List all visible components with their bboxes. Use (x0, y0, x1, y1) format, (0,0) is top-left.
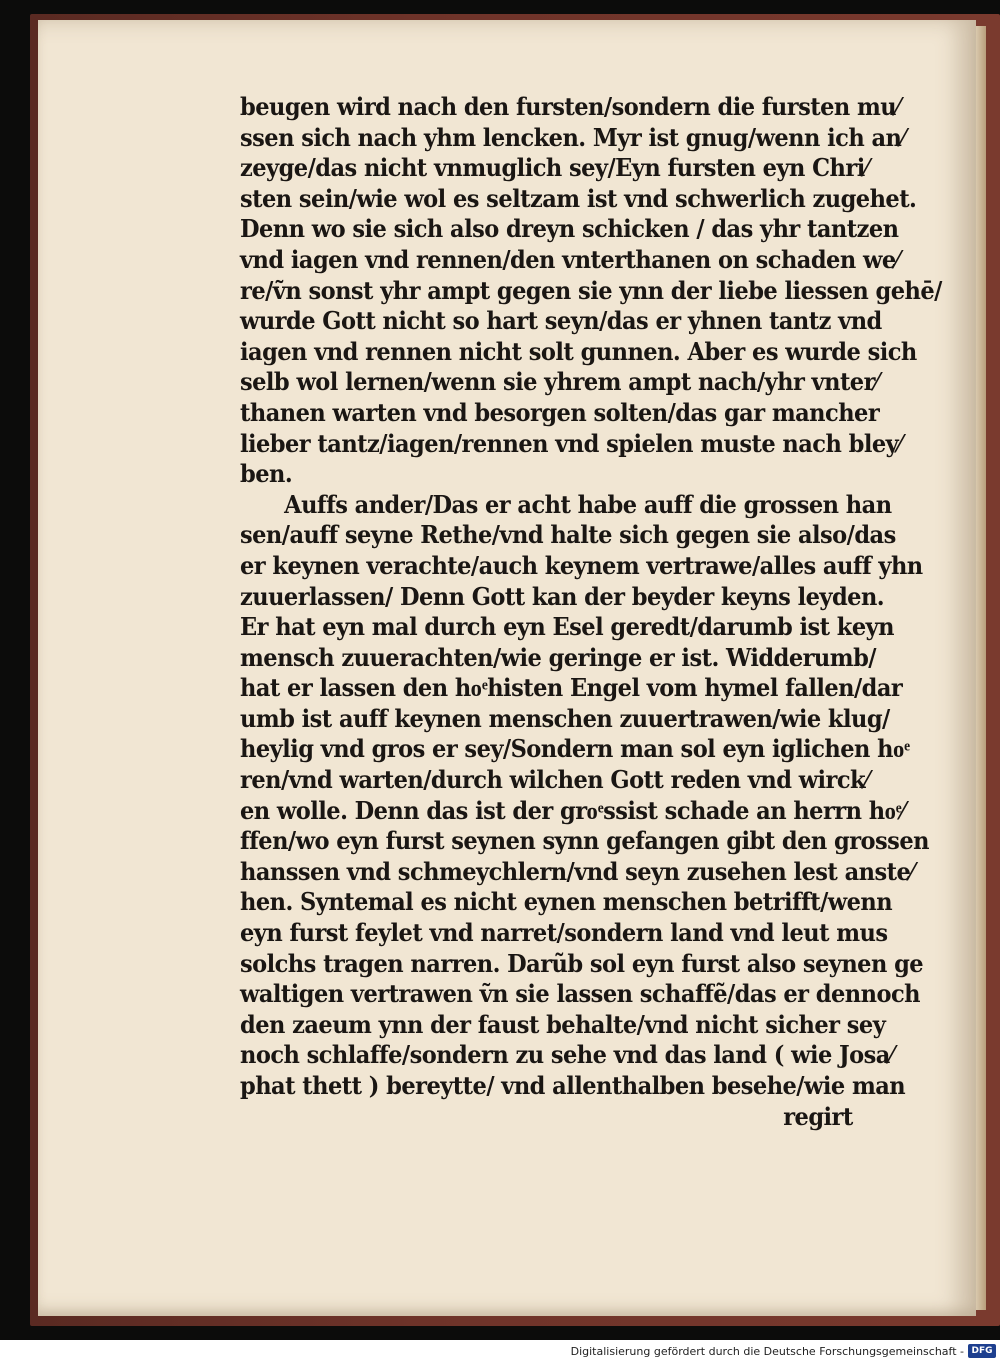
text-line: ssen sich nach yhm lencken. Myr ist gnug/wenn ich an⁄ (240, 122, 905, 152)
text-line: waltigen vertrawen ṽn sie lassen schaffẽ/das er dennoch (240, 979, 920, 1009)
page-edge (976, 26, 986, 1310)
text-line: lieber tantz/iagen/rennen vnd spielen muste nach bley⁄ (240, 428, 902, 458)
text-line: umb ist auff keynen menschen zuuertrawen/wie klug/ (240, 703, 890, 733)
text-line: ren/vnd warten/durch wilchen Gott reden vnd wirck⁄ (240, 765, 869, 795)
text-line: zuuerlassen/ Denn Gott kan der beyder keyns leyden. (240, 581, 885, 611)
text-line: selb wol lernen/wenn sie yhrem ampt nach/yhr vnter⁄ (240, 367, 879, 397)
dfg-logo: DFG (968, 1344, 996, 1358)
text-line: hat er lassen den hoͤhisten Engel vom hymel fallen/dar (240, 673, 903, 703)
text-line: thanen warten vnd besorgen solten/das gar mancher (240, 397, 880, 427)
text-line: solchs tragen narren. Darũb sol eyn furst also seynen ge (240, 948, 924, 978)
text-line: Er hat eyn mal durch eyn Esel geredt/darumb ist keyn (240, 612, 895, 642)
text-line: zeyge/das nicht vnmuglich sey/Eyn fursten eyn Chri⁄ (240, 153, 868, 183)
text-line: sten sein/wie wol es seltzam ist vnd schwerlich zugehet. (240, 183, 917, 213)
text-line: sen/auff seyne Rethe/vnd halte sich gegen sie also/das (240, 520, 896, 550)
text-line: vnd iagen vnd rennen/den vnterthanen on schaden we⁄ (240, 244, 899, 274)
text-line: mensch zuuerachten/wie geringe er ist. Widderumb/ (240, 642, 876, 672)
paragraph-start-line: Auffs ander/Das er acht habe auff die grossen han (284, 489, 892, 519)
text-line: hen. Syntemal es nicht eynen menschen betrifft/wenn (240, 887, 893, 917)
text-line: eyn furst feylet vnd narret/sondern land vnd leut mus (240, 918, 888, 948)
page-text (240, 92, 942, 1132)
text-line: heylig vnd gros er sey/Sondern man sol eyn iglichen hoͤ (240, 734, 910, 764)
text-line: Denn wo sie sich also dreyn schicken / das yhr tantzen (240, 214, 899, 244)
text-line: beugen wird nach den fursten/sondern die fursten mu⁄ (240, 92, 900, 121)
footer-bar (0, 1343, 1000, 1362)
funding-credit: Digitalisierung gefördert durch die Deutsche Forschungsgemeinschaft - (570, 1345, 964, 1358)
text-line: wurde Gott nicht so hart seyn/das er yhnen tantz vnd (240, 306, 882, 336)
text-line: ben. (240, 459, 293, 489)
text-line: iagen vnd rennen nicht solt gunnen. Aber es wurde sich (240, 336, 917, 366)
text-line: en wolle. Denn das ist der groͤssist schade an herrn hoͤ⁄ (240, 795, 905, 825)
text-line: noch schlaffe/sondern zu sehe vnd das land ( wie Josa⁄ (240, 1040, 894, 1070)
text-line: ffen/wo eyn furst seynen synn gefangen gibt den grossen (240, 826, 929, 856)
text-line: re/ṽn sonst yhr ampt gegen sie ynn der liebe liessen gehē/ (240, 275, 942, 305)
catchword: regirt (783, 1101, 853, 1131)
text-line: phat thett ) bereytte/ vnd allenthalben besehe/wie man (240, 1071, 906, 1100)
text-line: er keynen verachte/auch keynem vertrawe/alles auff yhn (240, 550, 923, 580)
text-line: den zaeum ynn der faust behalte/vnd nicht sicher sey (240, 1009, 886, 1039)
text-line: hanssen vnd schmeychlern/vnd seyn zusehen lest anste⁄ (240, 856, 914, 886)
